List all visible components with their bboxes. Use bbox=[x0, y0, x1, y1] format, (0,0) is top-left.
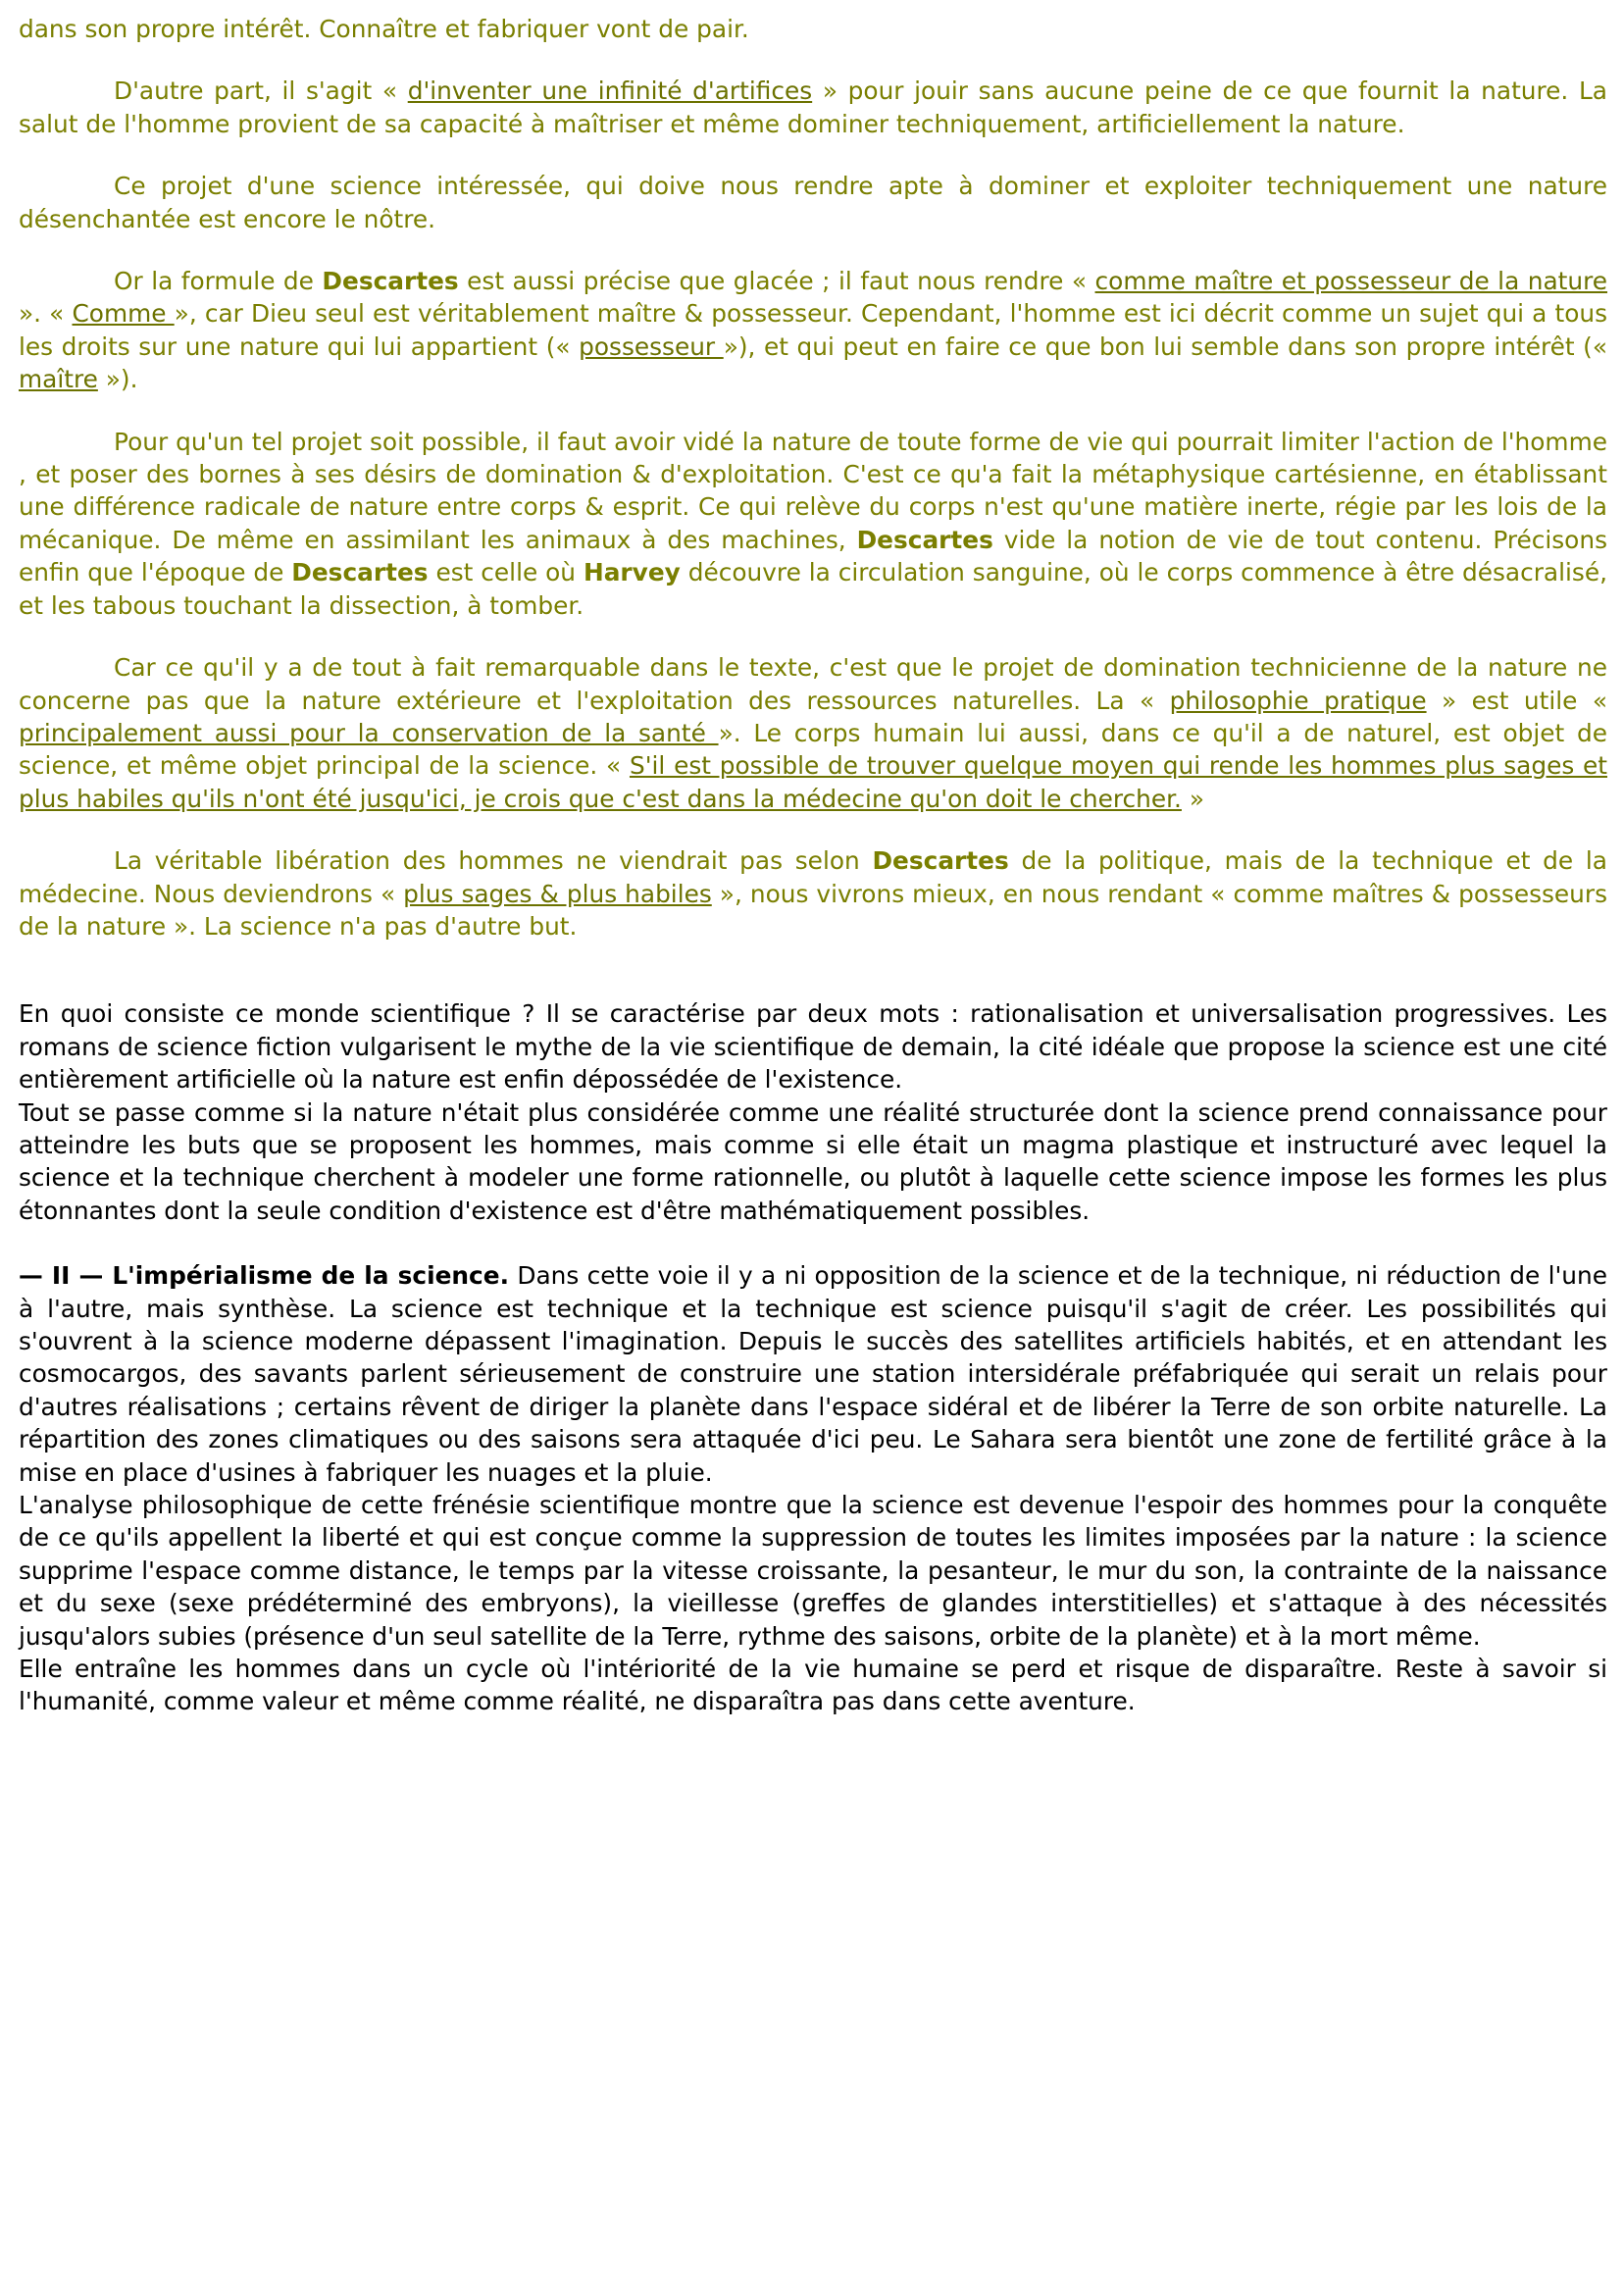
quote-link-sages-habiles[interactable]: plus sages & plus habiles bbox=[403, 879, 712, 908]
author-name: Descartes bbox=[291, 558, 429, 587]
quote-link-artifices[interactable]: d'inventer une infinité d'artifices bbox=[407, 76, 813, 106]
paragraph-conclusion: Elle entraîne les hommes dans un cycle où l'intériorité de la vie humaine se perd et risque de disparaître. Reste à savoir si l'humanité, comme valeur et même comme réalité, ne disparaîtra pas dans cette aventure. bbox=[19, 1655, 1607, 1716]
paragraph-5: Pour qu'un tel projet soit possible, il faut avoir vidé la nature de toute forme de vie qui pourrait limiter l'action de l'homme , et poser des bornes à ses désirs de domination & d'exploitation. C'est ce qu'a fait la métaphysique cartésienne, en établissant une différence radicale de nature entre corps & esprit. Ce qui relève du corps n'est qu'une matière inerte, régie par les lois de la mécanique. De même en assimilant les animaux à des machines, Descartes vide la notion de vie de tout contenu. Précisons enfin que l'époque de Descartes est celle où Harvey découvre la circulation sanguine, où le corps commence à être désacralisé, et les tabous touchant la dissection, à tomber. bbox=[19, 427, 1607, 620]
commentary-section bbox=[19, 13, 1607, 943]
paragraph-7: La véritable libération des hommes ne viendrait pas selon Descartes de la politique, mais de la technique et de la médecine. Nous deviendrons « plus sages & plus habiles », nous vivrons mieux, en nous rendant « comme maîtres & possesseurs de la nature ». La science n'a pas d'autre but. bbox=[19, 846, 1608, 941]
quote-link-comme[interactable]: Comme bbox=[72, 299, 175, 329]
section-heading: — II — L'impérialisme de la science. bbox=[19, 1261, 509, 1291]
paragraph-nature-magma: Tout se passe comme si la nature n'était plus considérée comme une réalité structurée dont la science prend connaissance pour atteindre les buts que se proposent les hommes, mais comme si elle était un magma plastique et instructuré avec lequel la science et la technique cherchent à modeler une forme rationnelle, ou plutôt à laquelle cette science impose les formes les plus étonnantes dont la seule condition d'existence est d'être mathématiquement possibles. bbox=[19, 1097, 1607, 1225]
paragraph-4: Or la formule de Descartes est aussi précise que glacée ; il faut nous rendre « comme maître et possesseur de la nature ». « Comme », car Dieu seul est véritablement maître & possesseur. Cependant, l'homme est ici décrit comme un sujet qui a tous les droits sur une nature qui lui appartient (« possesseur »), et qui peut en faire ce que bon lui semble dans son propre intérêt (« maître »). bbox=[19, 267, 1608, 394]
author-name: Descartes bbox=[872, 846, 1009, 876]
quote-link-conservation-sante[interactable]: principalement aussi pour la conservation de la santé bbox=[19, 718, 719, 747]
quote-link-medecine[interactable]: S'il est possible de trouver quelque moyen qui rende les hommes plus sages et plus habiles qu'ils n'ont été jusqu'ici, je crois que c'est dans la médecine qu'on doit le chercher. bbox=[19, 751, 1607, 813]
paragraph-monde-scientifique: En quoi consiste ce monde scientifique ? Il se caractérise par deux mots : rationalisation et universalisation progressives. Les romans de science fiction vulgarisent le mythe de la vie scientifique de demain, la cité idéale que propose la science est une cité entièrement artificielle où la nature est enfin dépossédée de l'existence. bbox=[19, 999, 1607, 1095]
quote-link-possesseur[interactable]: possesseur bbox=[579, 331, 724, 361]
author-name: Descartes bbox=[856, 525, 993, 554]
paragraph-3: Ce projet d'une science intéressée, qui doive nous rendre apte à dominer et exploiter techniquement une nature désenchantée est encore le nôtre. bbox=[19, 172, 1607, 233]
paragraph-6: Car ce qu'il y a de tout à fait remarquable dans le texte, c'est que le projet de domination technicienne de la nature ne concerne pas que la nature extérieure et l'exploitation des ressources naturelles. La « philosophie pratique » est utile « principalement aussi pour la conservation de la santé ». Le corps humain lui aussi, dans ce qu'il a de naturel, est objet de science, et même objet principal de la science. « S'il est possible de trouver quelque moyen qui rende les hommes plus sages et plus habiles qu'ils n'ont été jusqu'ici, je crois que c'est dans la médecine qu'on doit le chercher. » bbox=[19, 653, 1607, 813]
paragraph-2: D'autre part, il s'agit « d'inventer une infinité d'artifices » pour jouir sans aucune peine de ce que fournit la nature. La salut de l'homme provient de sa capacité à maîtriser et même dominer techniquement, artificiellement la nature. bbox=[19, 76, 1607, 138]
quote-link-maitre[interactable]: maître bbox=[19, 365, 98, 394]
paragraph-analyse-philosophique: L'analyse philosophique de cette frénésie scientifique montre que la science est devenue l'espoir des hommes pour la conquête de ce qu'ils appellent la liberté et qui est conçue comme la suppression de toutes les limites imposées par la nature : la science supprime l'espace comme distance, le temps par la vitesse croissante, la pesanteur, le mur du son, la contrainte de la naissance et du sexe (sexe prédéterminé des embryons), la vieillesse (greffes de glandes interstitielles) et s'attaque à des nécessités jusqu'alors subies (présence d'un seul satellite de la Terre, rythme des saisons, orbite de la planète) et à la mort même. bbox=[19, 1491, 1607, 1651]
quote-link-maitre-possesseur[interactable]: comme maître et possesseur de la nature bbox=[1094, 267, 1608, 296]
main-text-section bbox=[19, 997, 1607, 1718]
paragraph-imperialisme: — II — L'impérialisme de la science. Dans cette voie il y a ni opposition de la science et de la technique, ni réduction de l'une à l'autre, mais synthèse. La science est technique et la technique est science puisqu'il s'agit de créer. Les possibilités qui s'ouvrent à la science moderne dépassent l'imagination. Depuis le succès des satellites artificiels habités, et en attendant les cosmocargos, des savants parlent sérieusement de construire une station intersidérale préfabriquée qui serait un relais pour d'autres réalisations ; certains rêvent de diriger la planète dans l'espace sidéral et de libérer la Terre de son orbite naturelle. La répartition des zones climatiques ou des saisons sera attaquée d'ici peu. Le Sahara sera bientôt une zone de fertilité grâce à la mise en place d'usines à fabriquer les nuages et la pluie. bbox=[19, 1261, 1607, 1487]
author-name-harvey: Harvey bbox=[583, 558, 681, 587]
author-name: Descartes bbox=[322, 267, 459, 296]
document-page bbox=[19, 13, 1607, 1718]
paragraph-1: dans son propre intérêt. Connaître et fabriquer vont de pair. bbox=[19, 15, 749, 43]
quote-link-philosophie-pratique[interactable]: philosophie pratique bbox=[1169, 686, 1427, 715]
